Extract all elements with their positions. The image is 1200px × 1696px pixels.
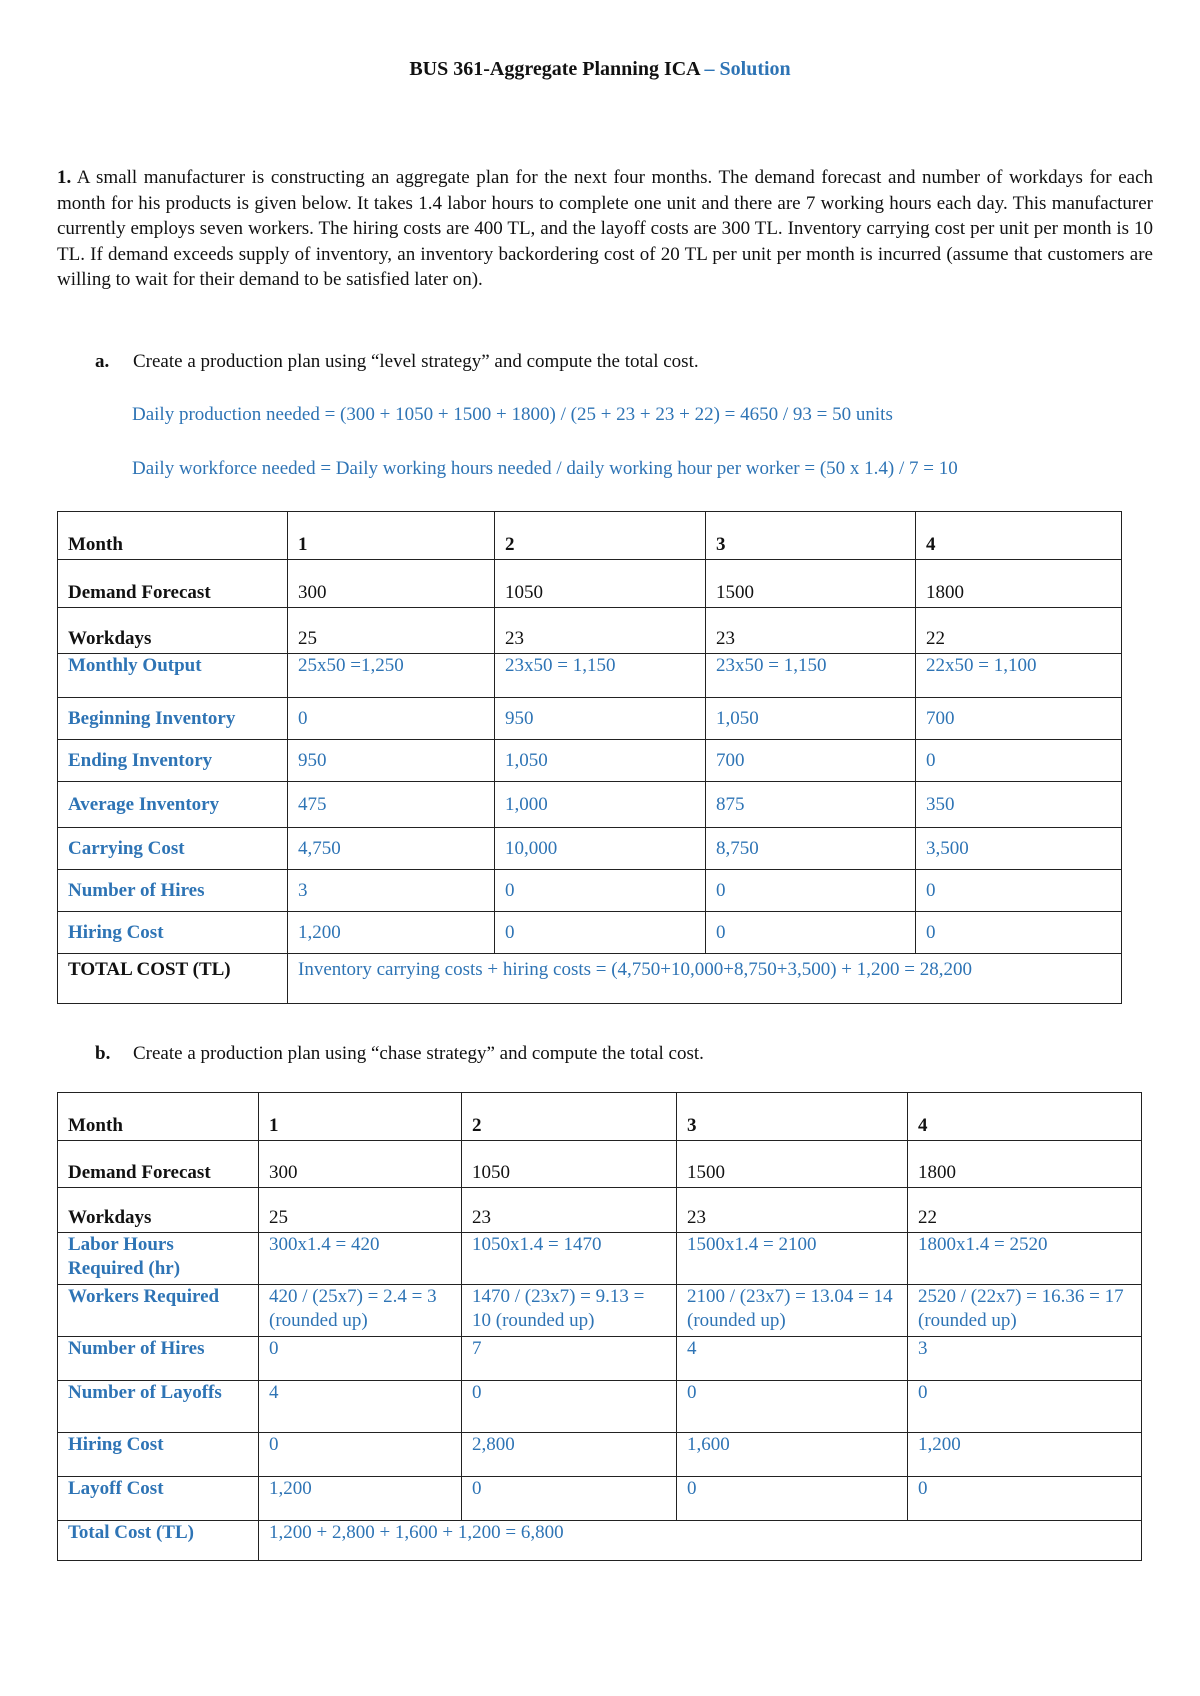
cell-month-4: 4: [908, 1093, 1142, 1141]
cell-value: 875: [706, 782, 916, 828]
problem-text: A small manufacturer is constructing an aggregate plan for the next four months. The demand forecast and number of workdays for each month for his products is given below. It takes 1.4 labor hours to complete one unit and there are 7 working hours each day. This manufacturer currently employs seven workers. The hiring costs are 400 TL, and the layoff costs are 300 TL. Inventory carrying cost per unit per month is 10 TL. If demand exceeds supply of inventory, an inventory backordering cost of 20 TL per unit per month is incurred (assume that customers are willing to wait for their demand to be satisfied later on).: [57, 167, 1153, 290]
cell-value: 2100 / (23x7) = 13.04 = 14 (rounded up): [677, 1285, 908, 1337]
cell-value: 1800: [916, 560, 1122, 608]
table-row-month: [58, 512, 1122, 560]
cell-label: Month: [58, 1093, 259, 1141]
cell-label: Number of Hires: [58, 870, 288, 912]
part-a-question-text: Create a production plan using “level strategy” and compute the total cost.: [133, 351, 699, 372]
title-dash: –: [699, 58, 720, 80]
cell-value: 10,000: [495, 828, 706, 870]
cell-label: Layoff Cost: [58, 1477, 259, 1521]
table-row-hiring-cost: [58, 912, 1122, 954]
total-cost-label: Total Cost (TL): [58, 1521, 259, 1561]
table-row-workdays: [58, 1188, 1142, 1233]
cell-month-3: 3: [677, 1093, 908, 1141]
part-a-question: [95, 351, 699, 373]
cell-value: 25: [259, 1188, 462, 1233]
part-b-question-text: Create a production plan using “chase strategy” and compute the total cost.: [133, 1043, 704, 1064]
cell-value: 3: [288, 870, 495, 912]
problem-number: 1.: [57, 167, 72, 188]
cell-value: 1,050: [706, 698, 916, 740]
cell-value: 1500: [706, 560, 916, 608]
table-row-number-of-layoffs: [58, 1381, 1142, 1433]
cell-value: 3,500: [916, 828, 1122, 870]
cell-value: 1470 / (23x7) = 9.13 = 10 (rounded up): [462, 1285, 677, 1337]
cell-label: Ending Inventory: [58, 740, 288, 782]
cell-value: 23x50 = 1,150: [706, 654, 916, 698]
cell-value: 950: [495, 698, 706, 740]
cell-value: 1050: [495, 560, 706, 608]
cell-value: 700: [916, 698, 1122, 740]
total-cost-value: Inventory carrying costs + hiring costs = (4,750+10,000+8,750+3,500) + 1,200 = 28,200: [288, 954, 1122, 1004]
cell-month-3: 3: [706, 512, 916, 560]
cell-value: 22: [916, 608, 1122, 654]
cell-value: 0: [916, 912, 1122, 954]
level-strategy-table: [57, 511, 1122, 1004]
part-a-letter: a.: [95, 351, 110, 372]
part-a-calc-production: Daily production needed = (300 + 1050 + 1500 + 1800) / (25 + 23 + 23 + 22) = 4650 / 93 = 50 units: [132, 404, 893, 425]
cell-value: 0: [916, 740, 1122, 782]
cell-label: Hiring Cost: [58, 1433, 259, 1477]
table-row-beginning-inventory: [58, 698, 1122, 740]
cell-month-1: 1: [259, 1093, 462, 1141]
part-b-question: [95, 1043, 704, 1065]
cell-value: 23: [677, 1188, 908, 1233]
title-solution: Solution: [719, 58, 791, 80]
cell-label: Workers Required: [58, 1285, 259, 1337]
cell-value: 1,000: [495, 782, 706, 828]
cell-value: 0: [462, 1381, 677, 1433]
cell-label: Beginning Inventory: [58, 698, 288, 740]
cell-label: Monthly Output: [58, 654, 288, 698]
cell-label: Number of Layoffs: [58, 1381, 259, 1433]
cell-value: 0: [677, 1477, 908, 1521]
total-cost-value: 1,200 + 2,800 + 1,600 + 1,200 = 6,800: [259, 1521, 1142, 1561]
cell-month-2: 2: [495, 512, 706, 560]
cell-label: Month: [58, 512, 288, 560]
table-row-workdays: [58, 608, 1122, 654]
cell-month-2: 2: [462, 1093, 677, 1141]
table-row-total-cost: [58, 954, 1122, 1004]
cell-label: Labor Hours Required (hr): [58, 1233, 259, 1285]
cell-value: 1,200: [288, 912, 495, 954]
cell-value: 700: [706, 740, 916, 782]
cell-value: 23x50 = 1,150: [495, 654, 706, 698]
cell-value: 1800: [908, 1141, 1142, 1188]
cell-label: Average Inventory: [58, 782, 288, 828]
cell-value: 0: [495, 870, 706, 912]
cell-value: 1,050: [495, 740, 706, 782]
cell-value: 0: [908, 1381, 1142, 1433]
table-row-workers-required: [58, 1285, 1142, 1337]
table-row-number-of-hires: [58, 1337, 1142, 1381]
cell-value: 0: [495, 912, 706, 954]
cell-value: 25: [288, 608, 495, 654]
cell-value: 0: [288, 698, 495, 740]
table-row-monthly-output: [58, 654, 1122, 698]
cell-value: 0: [462, 1477, 677, 1521]
cell-value: 1050: [462, 1141, 677, 1188]
table-row-layoff-cost: [58, 1477, 1142, 1521]
cell-month-1: 1: [288, 512, 495, 560]
cell-value: 7: [462, 1337, 677, 1381]
cell-value: 420 / (25x7) = 2.4 = 3 (rounded up): [259, 1285, 462, 1337]
cell-label: Carrying Cost: [58, 828, 288, 870]
cell-value: 950: [288, 740, 495, 782]
cell-value: 300x1.4 = 420: [259, 1233, 462, 1285]
cell-label: Demand Forecast: [58, 1141, 259, 1188]
cell-value: 23: [706, 608, 916, 654]
cell-value: 0: [706, 912, 916, 954]
cell-value: 23: [462, 1188, 677, 1233]
table-row-month: [58, 1093, 1142, 1141]
cell-value: 0: [916, 870, 1122, 912]
table-row-average-inventory: [58, 782, 1122, 828]
cell-value: 4,750: [288, 828, 495, 870]
cell-value: 1,200: [908, 1433, 1142, 1477]
table-row-total-cost: [58, 1521, 1142, 1561]
cell-value: 4: [677, 1337, 908, 1381]
table-row-hiring-cost: [58, 1433, 1142, 1477]
cell-value: 1500: [677, 1141, 908, 1188]
cell-value: 1,200: [259, 1477, 462, 1521]
table-row-ending-inventory: [58, 740, 1122, 782]
cell-value: 350: [916, 782, 1122, 828]
cell-value: 0: [677, 1381, 908, 1433]
cell-value: 0: [706, 870, 916, 912]
cell-value: 1050x1.4 = 1470: [462, 1233, 677, 1285]
cell-value: 0: [908, 1477, 1142, 1521]
cell-value: 1,600: [677, 1433, 908, 1477]
cell-value: 475: [288, 782, 495, 828]
page-title: [0, 58, 1200, 81]
table-row-demand: [58, 560, 1122, 608]
cell-label: Workdays: [58, 608, 288, 654]
cell-value: 300: [288, 560, 495, 608]
cell-label: Number of Hires: [58, 1337, 259, 1381]
table-row-number-of-hires: [58, 870, 1122, 912]
cell-value: 0: [259, 1433, 462, 1477]
title-main: BUS 361-Aggregate Planning ICA: [409, 58, 700, 80]
cell-value: 8,750: [706, 828, 916, 870]
part-a-calc-workforce: Daily workforce needed = Daily working hours needed / daily working hour per worker = (50 x 1.4) / 7 = 10: [132, 458, 958, 479]
part-b-letter: b.: [95, 1043, 111, 1064]
cell-value: 23: [495, 608, 706, 654]
total-cost-label: TOTAL COST (TL): [58, 954, 288, 1004]
cell-value: 22x50 = 1,100: [916, 654, 1122, 698]
table-row-labor-hours: [58, 1233, 1142, 1285]
problem-statement: [57, 165, 1153, 293]
cell-value: 22: [908, 1188, 1142, 1233]
cell-value: 1800x1.4 = 2520: [908, 1233, 1142, 1285]
cell-value: 2520 / (22x7) = 16.36 = 17 (rounded up): [908, 1285, 1142, 1337]
cell-value: 1500x1.4 = 2100: [677, 1233, 908, 1285]
cell-label: Workdays: [58, 1188, 259, 1233]
cell-value: 3: [908, 1337, 1142, 1381]
cell-value: 25x50 =1,250: [288, 654, 495, 698]
cell-value: 0: [259, 1337, 462, 1381]
table-row-carrying-cost: [58, 828, 1122, 870]
cell-value: 4: [259, 1381, 462, 1433]
cell-month-4: 4: [916, 512, 1122, 560]
chase-strategy-table: [57, 1092, 1142, 1561]
table-row-demand: [58, 1141, 1142, 1188]
cell-label: Hiring Cost: [58, 912, 288, 954]
cell-label: Demand Forecast: [58, 560, 288, 608]
cell-value: 300: [259, 1141, 462, 1188]
cell-value: 2,800: [462, 1433, 677, 1477]
